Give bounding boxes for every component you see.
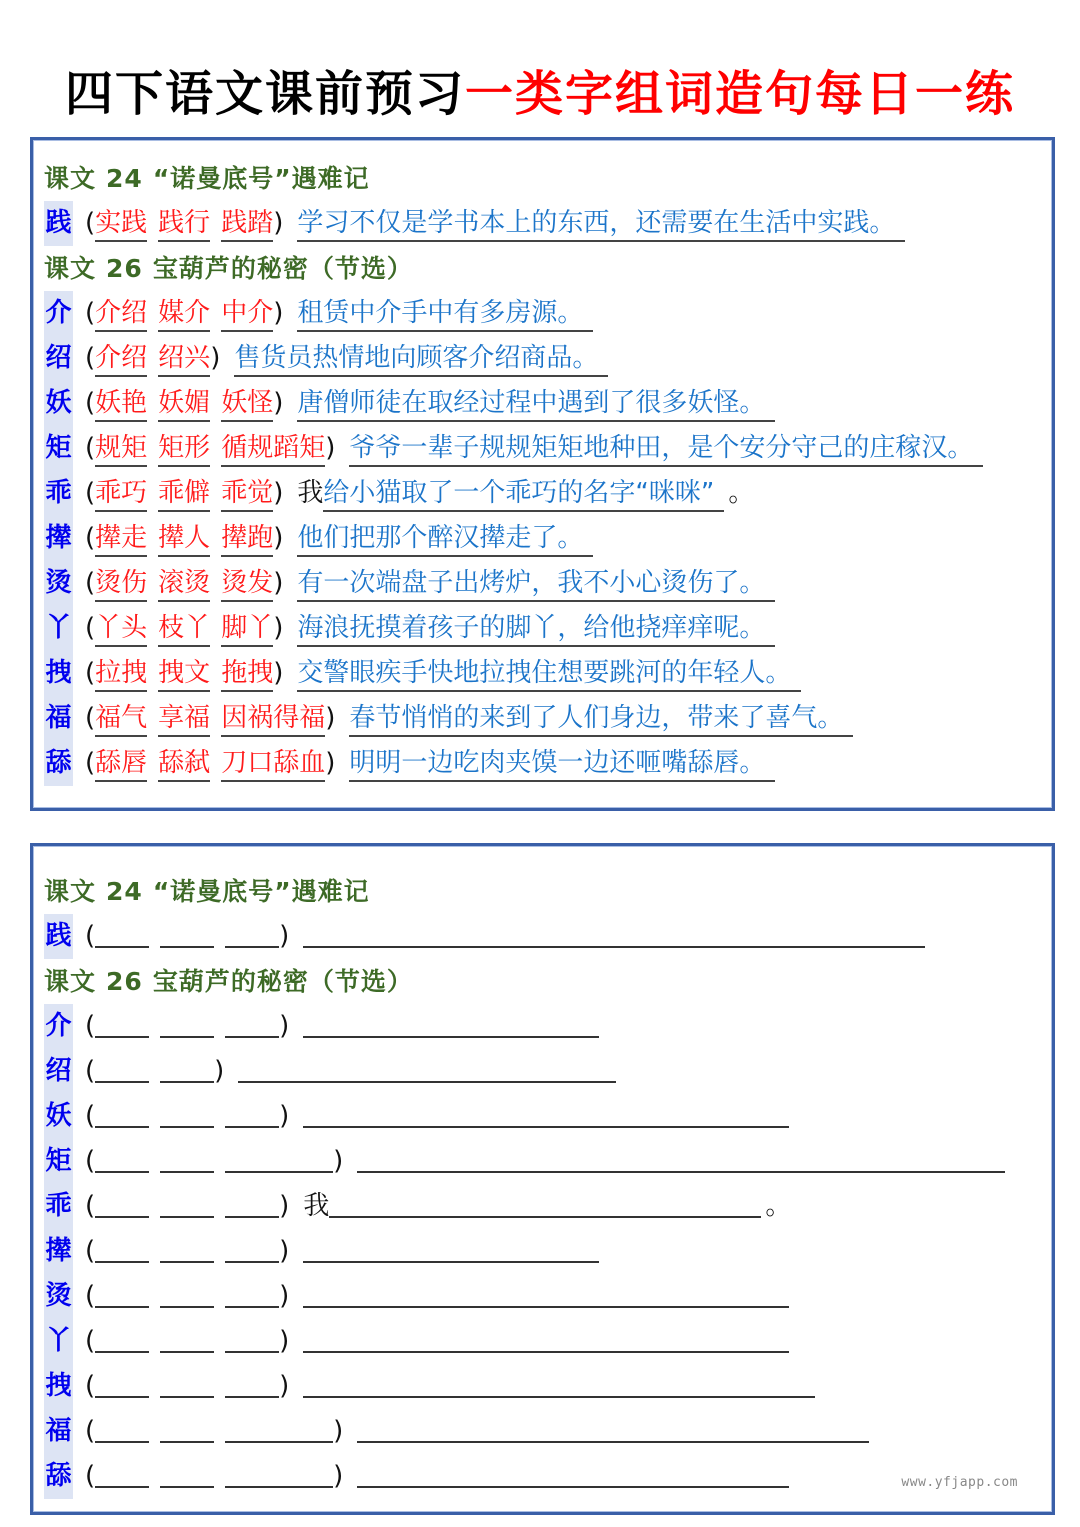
- open-paren: (: [85, 1416, 96, 1446]
- close-paren: ): [279, 1281, 290, 1311]
- compound-word: 舔唇: [95, 746, 147, 782]
- lesson-name: 宝葫芦的秘密（节选）: [152, 967, 413, 996]
- word-blank[interactable]: [95, 1454, 149, 1488]
- close-paren: ): [333, 1416, 344, 1446]
- target-character: 介: [44, 1004, 73, 1049]
- close-paren: ): [279, 1191, 290, 1221]
- answer-row: [44, 606, 1052, 651]
- word-blank[interactable]: [95, 1274, 149, 1308]
- lesson-label: 课文: [44, 967, 97, 996]
- open-paren: (: [85, 568, 96, 598]
- lesson-heading: [44, 156, 1052, 201]
- compound-word: 舔弑: [158, 746, 210, 782]
- close-paren: ): [279, 1326, 290, 1356]
- sentence-blank-line[interactable]: [238, 1049, 616, 1083]
- open-paren: (: [85, 1191, 96, 1221]
- word-blank[interactable]: [225, 1454, 333, 1488]
- open-paren: (: [85, 1236, 96, 1266]
- sentence-blank-line[interactable]: [303, 1004, 599, 1038]
- close-paren: ): [273, 478, 284, 508]
- lesson-name: 宝葫芦的秘密（节选）: [152, 254, 413, 283]
- compound-word: 乖觉: [221, 476, 273, 512]
- lesson-number: 24: [106, 877, 143, 906]
- title-sub: 一类字组词造句每日一练: [465, 66, 1016, 122]
- practice-row: [44, 1004, 1052, 1049]
- word-blank[interactable]: [225, 914, 279, 948]
- target-character: 烫: [44, 1274, 73, 1319]
- open-paren: (: [85, 208, 96, 238]
- word-blank[interactable]: [160, 1094, 214, 1128]
- sentence-suffix: 。: [765, 1191, 792, 1221]
- practice-row: [44, 914, 1052, 959]
- open-paren: (: [85, 1011, 96, 1041]
- open-paren: (: [85, 748, 96, 778]
- lesson-label: 课文: [44, 164, 97, 193]
- open-paren: (: [85, 523, 96, 553]
- close-paren: ): [279, 1011, 290, 1041]
- word-blank[interactable]: [225, 1274, 279, 1308]
- compound-word: 拉拽: [95, 656, 147, 692]
- answer-row: [44, 426, 1052, 471]
- target-character: 拽: [44, 651, 73, 696]
- open-paren: (: [85, 1326, 96, 1356]
- sentence-blank-line[interactable]: [303, 1229, 599, 1263]
- target-character: 撵: [44, 516, 73, 561]
- practice-row: [44, 1409, 1052, 1454]
- example-sentence: 学习不仅是学书本上的东西，还需要在生活中实践。: [297, 206, 905, 242]
- target-character: 践: [44, 914, 73, 959]
- target-character: 福: [44, 1409, 73, 1454]
- sentence-prefix: 我: [303, 1191, 330, 1221]
- answer-row: [44, 471, 1052, 516]
- word-blank[interactable]: [225, 1004, 279, 1038]
- close-paren: ): [325, 703, 336, 733]
- practice-row: [44, 1139, 1052, 1184]
- target-character: 妖: [44, 1094, 73, 1139]
- compound-word: 中介: [221, 296, 273, 332]
- compound-word: 福气: [95, 701, 147, 737]
- word-blank[interactable]: [95, 1184, 149, 1218]
- word-blank[interactable]: [225, 1094, 279, 1128]
- example-sentence: 租赁中介手中有多房源。: [297, 296, 593, 332]
- compound-word: 矩形: [158, 431, 210, 467]
- sentence-blank-line[interactable]: [303, 1364, 815, 1398]
- open-paren: (: [85, 433, 96, 463]
- word-blank[interactable]: [160, 1364, 214, 1398]
- target-character: 矩: [44, 426, 73, 471]
- sentence-prefix: 我: [297, 478, 324, 508]
- close-paren: ): [273, 658, 284, 688]
- compound-word: 介绍: [95, 296, 147, 332]
- word-blank[interactable]: [160, 1229, 214, 1263]
- open-paren: (: [85, 1146, 96, 1176]
- target-character: 妖: [44, 381, 73, 426]
- practice-panel: [30, 843, 1055, 1515]
- close-paren: ): [333, 1146, 344, 1176]
- example-sentence: 爷爷一辈子规规矩矩地种田，是个安分守己的庄稼汉。: [349, 431, 983, 467]
- watermark: www.yfjapp.com: [901, 1475, 1018, 1490]
- lesson-name: “诺曼底号”遇难记: [152, 877, 370, 906]
- lesson-number: 26: [106, 254, 143, 283]
- example-sentence: 售货员热情地向顾客介绍商品。: [234, 341, 608, 377]
- practice-row: [44, 1274, 1052, 1319]
- practice-row: [44, 1049, 1052, 1094]
- compound-word: 烫发: [221, 566, 273, 602]
- sentence-blank-line[interactable]: [303, 1094, 789, 1128]
- word-blank[interactable]: [95, 1139, 149, 1173]
- open-paren: (: [85, 1371, 96, 1401]
- close-paren: ): [273, 298, 284, 328]
- sentence-blank-line[interactable]: [329, 1184, 761, 1218]
- compound-word: 规矩: [95, 431, 147, 467]
- compound-word: 撵走: [95, 521, 147, 557]
- close-paren: ): [279, 1371, 290, 1401]
- word-blank[interactable]: [160, 1409, 214, 1443]
- sentence-suffix: 。: [728, 478, 755, 508]
- open-paren: (: [85, 1281, 96, 1311]
- lesson-number: 26: [106, 967, 143, 996]
- sentence-blank-line[interactable]: [303, 1274, 789, 1308]
- word-blank[interactable]: [160, 1274, 214, 1308]
- close-paren: ): [325, 748, 336, 778]
- target-character: 乖: [44, 1184, 73, 1229]
- compound-word: 循规蹈矩: [221, 431, 325, 467]
- open-paren: (: [85, 1461, 96, 1491]
- compound-word: 因祸得福: [221, 701, 325, 737]
- example-sentence: 有一次端盘子出烤炉，我不小心烫伤了。: [297, 566, 775, 602]
- open-paren: (: [85, 1056, 96, 1086]
- target-character: 拽: [44, 1364, 73, 1409]
- word-blank[interactable]: [160, 1049, 214, 1083]
- compound-word: 介绍: [95, 341, 147, 377]
- target-character: 丫: [44, 1319, 73, 1364]
- lesson-heading: [44, 246, 1052, 291]
- word-blank[interactable]: [95, 1409, 149, 1443]
- compound-word: 撵人: [158, 521, 210, 557]
- open-paren: (: [85, 298, 96, 328]
- answer-key-rows: [44, 156, 1052, 786]
- compound-word: 乖巧: [95, 476, 147, 512]
- example-sentence: 给小猫取了一个乖巧的名字“咪咪”: [323, 476, 724, 512]
- close-paren: ): [279, 921, 290, 951]
- close-paren: ): [279, 1236, 290, 1266]
- target-character: 绍: [44, 1049, 73, 1094]
- compound-word: 乖僻: [158, 476, 210, 512]
- compound-word: 丫头: [95, 611, 147, 647]
- target-character: 福: [44, 696, 73, 741]
- open-paren: (: [85, 388, 96, 418]
- word-blank[interactable]: [160, 1004, 214, 1038]
- word-blank[interactable]: [160, 1319, 214, 1353]
- sentence-blank-line[interactable]: [357, 1139, 1005, 1173]
- answer-row: [44, 651, 1052, 696]
- example-sentence: 交警眼疾手快地拉拽住想要跳河的年轻人。: [297, 656, 801, 692]
- answer-row: [44, 741, 1052, 786]
- compound-word: 拽文: [158, 656, 210, 692]
- lesson-label: 课文: [44, 254, 97, 283]
- word-blank[interactable]: [95, 1229, 149, 1263]
- close-paren: ): [273, 208, 284, 238]
- example-sentence: 他们把那个醉汉撵走了。: [297, 521, 593, 557]
- close-paren: ): [273, 388, 284, 418]
- practice-row: [44, 1229, 1052, 1274]
- answer-row: [44, 561, 1052, 606]
- lesson-heading: [44, 869, 1052, 914]
- compound-word: 脚丫: [221, 611, 273, 647]
- practice-row: [44, 1319, 1052, 1364]
- close-paren: ): [273, 613, 284, 643]
- close-paren: ): [333, 1461, 344, 1491]
- open-paren: (: [85, 1101, 96, 1131]
- target-character: 丫: [44, 606, 73, 651]
- compound-word: 滚烫: [158, 566, 210, 602]
- target-character: 撵: [44, 1229, 73, 1274]
- word-blank[interactable]: [95, 1364, 149, 1398]
- target-character: 舔: [44, 1454, 73, 1499]
- example-sentence: 唐僧师徒在取经过程中遇到了很多妖怪。: [297, 386, 775, 422]
- word-blank[interactable]: [95, 1319, 149, 1353]
- example-sentence: 春节悄悄的来到了人们身边，带来了喜气。: [349, 701, 853, 737]
- open-paren: (: [85, 658, 96, 688]
- close-paren: ): [325, 433, 336, 463]
- word-blank[interactable]: [225, 1184, 279, 1218]
- answer-row: [44, 696, 1052, 741]
- compound-word: 媒介: [158, 296, 210, 332]
- word-blank[interactable]: [160, 1454, 214, 1488]
- word-blank[interactable]: [225, 1409, 333, 1443]
- answer-key-panel: [30, 137, 1055, 811]
- target-character: 践: [44, 201, 73, 246]
- lesson-label: 课文: [44, 877, 97, 906]
- open-paren: (: [85, 703, 96, 733]
- answer-row: [44, 381, 1052, 426]
- answer-row: [44, 516, 1052, 561]
- word-blank[interactable]: [95, 1004, 149, 1038]
- close-paren: ): [210, 343, 221, 373]
- word-blank[interactable]: [160, 1184, 214, 1218]
- compound-word: 妖媚: [158, 386, 210, 422]
- practice-row: [44, 1094, 1052, 1139]
- word-blank[interactable]: [225, 1319, 279, 1353]
- word-blank[interactable]: [160, 1139, 214, 1173]
- word-blank[interactable]: [95, 914, 149, 948]
- answer-row: [44, 336, 1052, 381]
- example-sentence: 海浪抚摸着孩子的脚丫，给他挠痒痒呢。: [297, 611, 775, 647]
- practice-rows: [44, 869, 1052, 1499]
- sentence-blank-line[interactable]: [357, 1409, 869, 1443]
- target-character: 矩: [44, 1139, 73, 1184]
- sentence-blank-line[interactable]: [303, 914, 925, 948]
- open-paren: (: [85, 613, 96, 643]
- page-title: [0, 62, 1080, 126]
- word-blank[interactable]: [95, 1049, 149, 1083]
- compound-word: 实践: [95, 206, 147, 242]
- word-blank[interactable]: [160, 914, 214, 948]
- lesson-number: 24: [106, 164, 143, 193]
- open-paren: (: [85, 478, 96, 508]
- close-paren: ): [279, 1101, 290, 1131]
- lesson-name: “诺曼底号”遇难记: [152, 164, 370, 193]
- compound-word: 绍兴: [158, 341, 210, 377]
- word-blank[interactable]: [225, 1229, 279, 1263]
- compound-word: 枝丫: [158, 611, 210, 647]
- compound-word: 践踏: [221, 206, 273, 242]
- word-blank[interactable]: [225, 1364, 279, 1398]
- target-character: 舔: [44, 741, 73, 786]
- compound-word: 享福: [158, 701, 210, 737]
- sentence-blank-line[interactable]: [357, 1454, 789, 1488]
- close-paren: ): [214, 1056, 225, 1086]
- word-blank[interactable]: [95, 1094, 149, 1128]
- open-paren: (: [85, 343, 96, 373]
- compound-word: 妖怪: [221, 386, 273, 422]
- practice-row: [44, 1364, 1052, 1409]
- compound-word: 妖艳: [95, 386, 147, 422]
- compound-word: 烫伤: [95, 566, 147, 602]
- title-main: 四下语文课前预习: [64, 66, 465, 122]
- lesson-heading: [44, 959, 1052, 1004]
- close-paren: ): [273, 523, 284, 553]
- compound-word: 拖拽: [221, 656, 273, 692]
- example-sentence: 明明一边吃肉夹馍一边还咂嘴舔唇。: [349, 746, 775, 782]
- word-blank[interactable]: [225, 1139, 333, 1173]
- compound-word: 撵跑: [221, 521, 273, 557]
- target-character: 绍: [44, 336, 73, 381]
- target-character: 介: [44, 291, 73, 336]
- practice-row: [44, 1184, 1052, 1229]
- sentence-blank-line[interactable]: [303, 1319, 789, 1353]
- target-character: 乖: [44, 471, 73, 516]
- answer-row: [44, 291, 1052, 336]
- compound-word: 践行: [158, 206, 210, 242]
- compound-word: 刀口舔血: [221, 746, 325, 782]
- open-paren: (: [85, 921, 96, 951]
- answer-row: [44, 201, 1052, 246]
- close-paren: ): [273, 568, 284, 598]
- target-character: 烫: [44, 561, 73, 606]
